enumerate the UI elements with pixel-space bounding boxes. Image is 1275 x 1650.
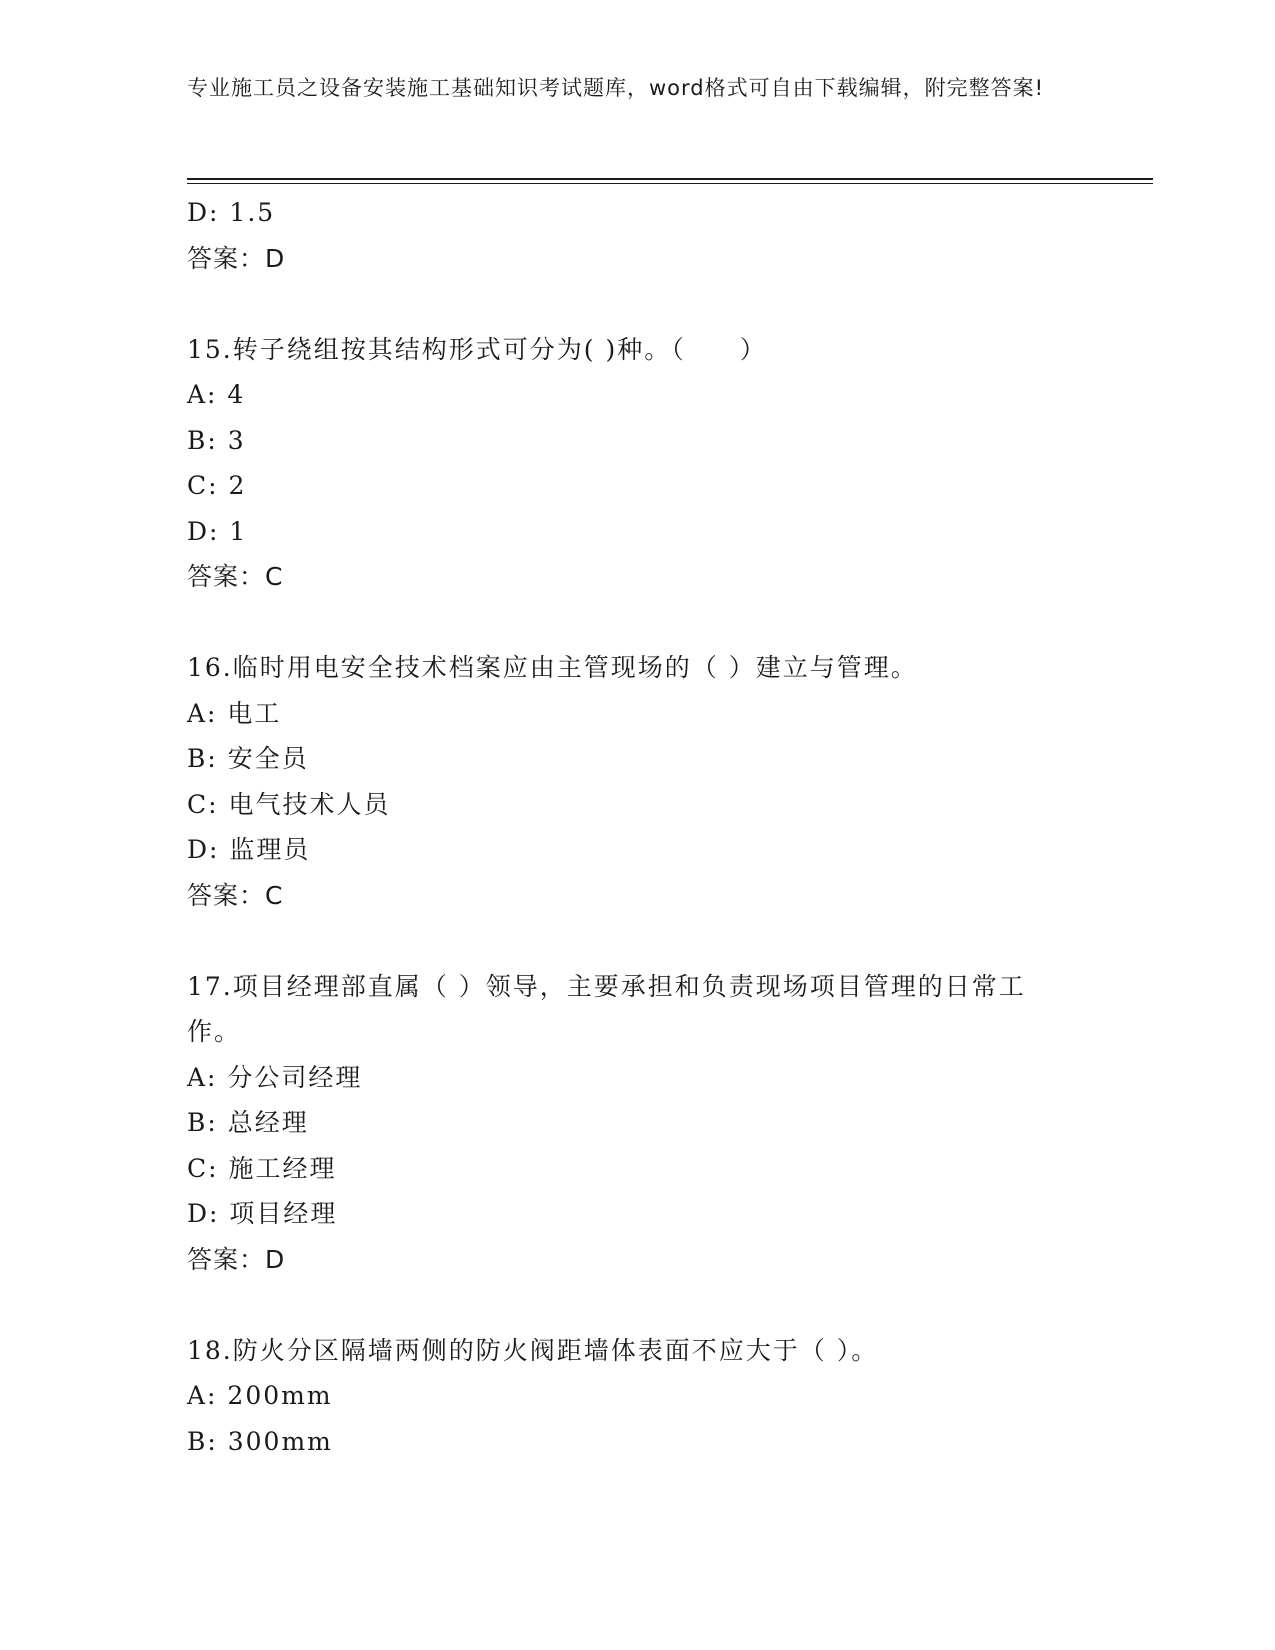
- option-line: B: 3: [187, 425, 246, 455]
- spacer: [187, 918, 1067, 964]
- option-line: A: 200mm: [187, 1381, 333, 1410]
- question-text: 15.转子绕组按其结构形式可分为( )种。（ ）: [187, 334, 767, 364]
- option-line: B: 总经理: [187, 1108, 309, 1137]
- option-line: A: 4: [187, 380, 246, 409]
- question-content: [187, 190, 1067, 1464]
- answer-line: 答案：D: [187, 1244, 286, 1274]
- option-line: C: 2: [187, 471, 247, 500]
- header-divider-thin: [187, 183, 1153, 184]
- question-text: 18.防火分区隔墙两侧的防火阀距墙体表面不应大于（ ）。: [187, 1335, 879, 1365]
- header-divider-thick: [187, 178, 1153, 180]
- option-line: D: 1: [187, 516, 248, 546]
- spacer: [187, 1282, 1067, 1328]
- spacer: [187, 600, 1067, 646]
- question-text: 16.临时用电安全技术档案应由主管现场的（ ）建立与管理。: [187, 653, 918, 682]
- option-line: C: 电气技术人员: [187, 789, 391, 819]
- answer-line: 答案：C: [187, 562, 284, 591]
- option-line: D: 监理员: [187, 835, 311, 864]
- option-line: B: 300mm: [187, 1426, 333, 1456]
- question-text: 17.项目经理部直属（ ）领导，主要承担和负责现场项目管理的日常工作。: [187, 971, 1026, 1046]
- spacer: [187, 281, 1067, 327]
- option-line: D: 1.5: [187, 198, 276, 227]
- option-line: B: 安全员: [187, 744, 309, 773]
- document-header: 专业施工员之设备安装施工基础知识考试题库，word格式可自由下载编辑，附完整答案!: [187, 76, 1045, 100]
- option-line: C: 施工经理: [187, 1153, 337, 1183]
- answer-line: 答案：C: [187, 880, 284, 910]
- option-line: D: 项目经理: [187, 1199, 338, 1228]
- option-line: A: 电工: [187, 698, 282, 728]
- option-line: A: 分公司经理: [187, 1062, 363, 1092]
- answer-line: 答案：D: [187, 243, 286, 273]
